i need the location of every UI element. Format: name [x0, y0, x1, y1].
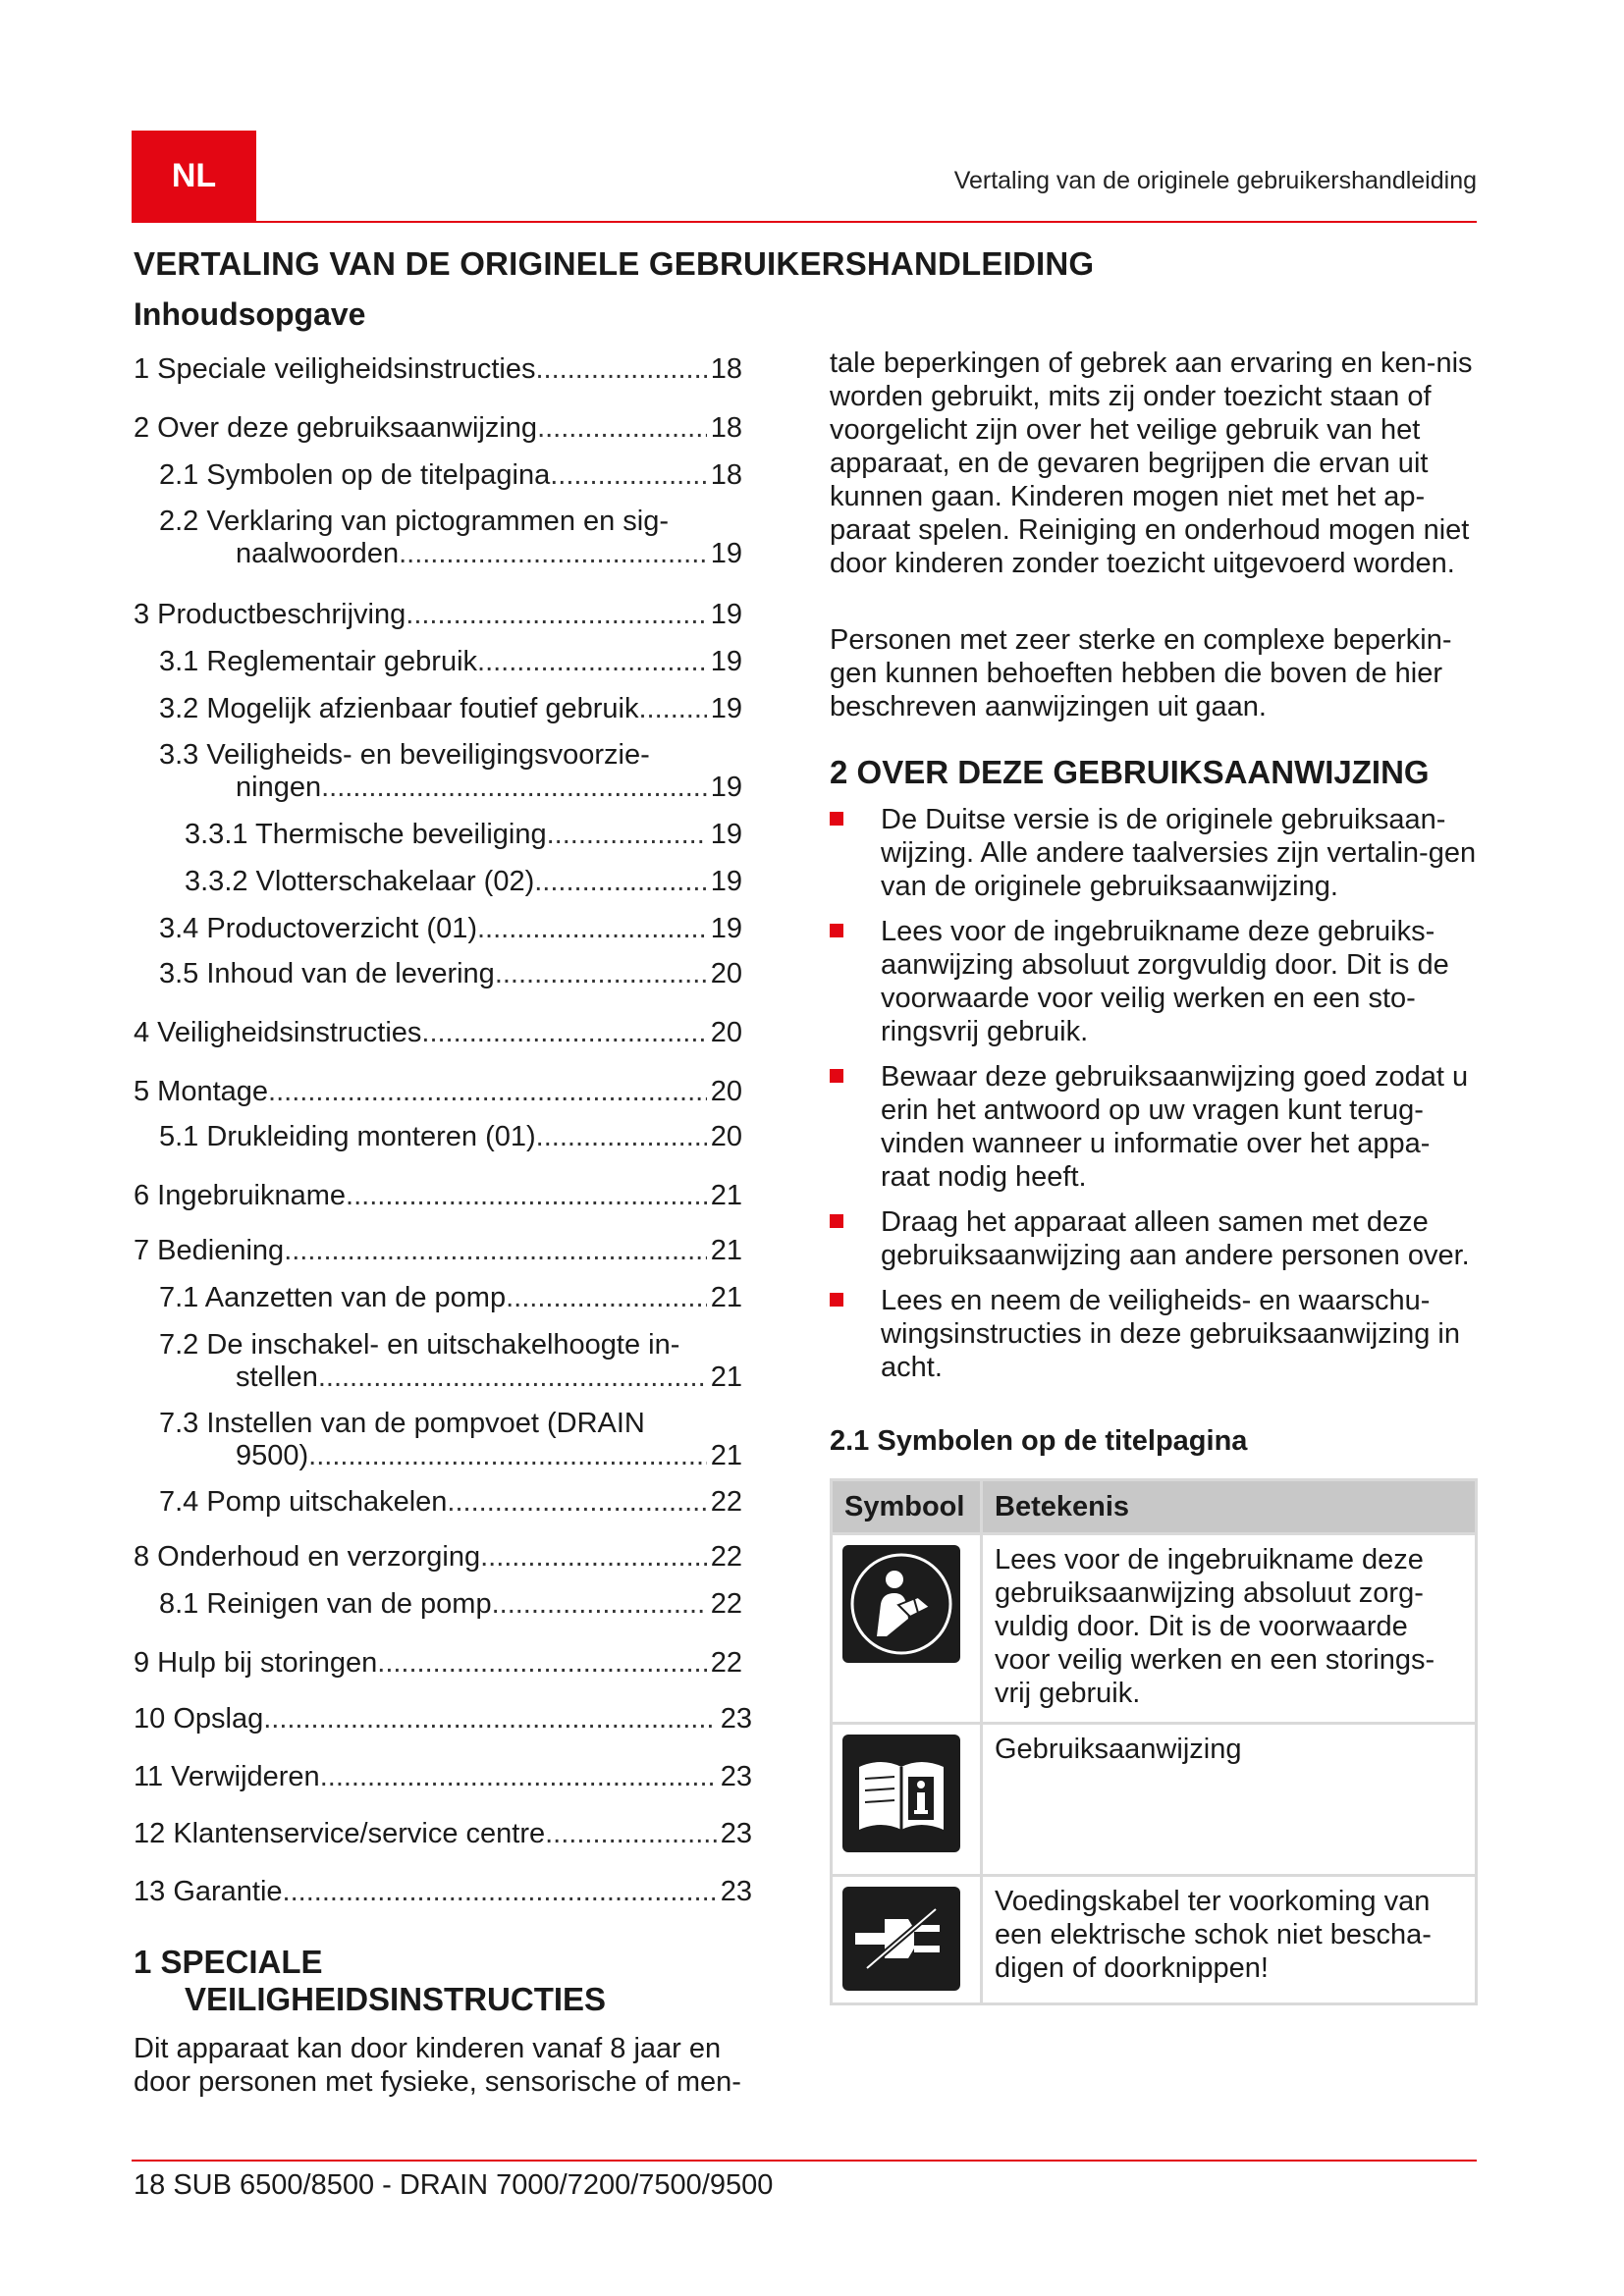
table-row	[832, 1876, 1477, 2004]
toc-entry[interactable]: 2.1 Symbolen op de titelpagina ..... 18	[159, 459, 742, 492]
bullet-marker	[830, 812, 843, 826]
toc-entry[interactable]: 3.4 Productoverzicht (01) ..... 19	[159, 913, 742, 945]
section-1-paragraph-right-2: Personen met zeer sterke en complexe beperkin-gen kunnen behoeften hebben die boven de hier beschreven aanwijzingen uit gaan.	[830, 624, 1452, 722]
toc-entry[interactable]: 3.3.2 Vlotterschakelaar (02) ..... 19	[185, 866, 742, 898]
toc-entry[interactable]: 3.1 Reglementair gebruik ..... 19	[159, 646, 742, 678]
toc-entry[interactable]: 6 Ingebruikname ..... 21	[134, 1180, 742, 1212]
symbol-meaning: Lees voor de ingebruikname deze gebruiksaanwijzing absoluut zorg-vuldig door. Dit is de voorwaarde voor veilig werken en een storings-vrij gebruik.	[982, 1534, 1477, 1724]
list-item: Draag het apparaat alleen samen met deze gebruiksaanwijzing aan andere personen over.	[830, 1205, 1478, 1272]
language-badge: NL	[132, 131, 256, 221]
col-meaning-header: Betekenis	[982, 1480, 1477, 1534]
toc-entry[interactable]: 7.4 Pomp uitschakelen ..... 22	[159, 1486, 742, 1519]
toc-entry[interactable]: 1 Speciale veiligheidsinstructies ..... 18	[134, 353, 742, 386]
section-2-bullet-list	[830, 803, 1478, 1396]
bullet-marker	[830, 1069, 843, 1083]
toc-entry[interactable]: 8.1 Reinigen van de pomp ..... 22	[159, 1588, 742, 1621]
symbol-meaning: Gebruiksaanwijzing	[982, 1724, 1477, 1876]
toc-entry[interactable]: 5.1 Drukleiding monteren (01) ..... 20	[159, 1121, 742, 1153]
toc-entry[interactable]: 9 Hulp bij storingen ..... 22	[134, 1647, 742, 1680]
toc-heading: Inhoudsopgave	[134, 296, 366, 332]
page-footer: 18 SUB 6500/8500 - DRAIN 7000/7200/7500/9500	[134, 2169, 774, 2201]
power-plug-icon	[842, 1887, 960, 1991]
section-1-heading: 1 SPECIALE VEILIGHEIDSINSTRUCTIES	[134, 1944, 607, 2017]
toc-entry[interactable]: 10 Opslag ..... 23	[134, 1703, 752, 1735]
section-2-1-heading: 2.1 Symbolen op de titelpagina	[830, 1425, 1248, 1457]
read-manual-icon	[842, 1545, 960, 1663]
toc-entry[interactable]: 11 Verwijderen ..... 23	[134, 1761, 752, 1793]
section-1-paragraph-right: tale beperkingen of gebrek aan ervaring en ken-nis worden gebruikt, mits zij onder toezicht staan of voorgelicht zijn over het veilige gebruik van het apparaat, en de gevaren begrijpen die ervan uit kunnen gaan. Kinderen mogen niet met het ap-paraat spelen. Reiniging en onderhoud mogen niet door kinderen zonder toezicht uitgevoerd worden.	[830, 347, 1473, 579]
list-item: Lees voor de ingebruikname deze gebruiks-aanwijzing absoluut zorgvuldig door. Dit is de voorwaarde voor veilig werken en een sto-ringsvrij gebruik.	[830, 915, 1478, 1048]
list-item: De Duitse versie is de originele gebruiksaan-wijzing. Alle andere taalversies zijn vertalin-gen van de originele gebruiksaanwijzing.	[830, 803, 1478, 903]
col-symbol-header: Symbool	[832, 1480, 982, 1534]
toc-entry[interactable]: 7 Bediening ..... 21	[134, 1235, 742, 1267]
toc-entry[interactable]: 2 Over deze gebruiksaanwijzing ..... 18	[134, 412, 742, 445]
bullet-marker	[830, 1293, 843, 1307]
footer-rule	[132, 2160, 1477, 2162]
toc-entry[interactable]: 3.3 Veiligheids- en beveiligingsvoorzie- ningen ..... 19	[159, 739, 742, 804]
toc-entry[interactable]: 12 Klantenservice/service centre ..... 23	[134, 1818, 752, 1850]
toc-entry[interactable]: 5 Montage ..... 20	[134, 1076, 742, 1108]
header-rule	[132, 221, 1477, 223]
toc-entry[interactable]: 7.2 De inschakel- en uitschakelhoogte in- stellen ..... 21	[159, 1329, 742, 1394]
toc-entry[interactable]: 3.3.1 Thermische beveiliging ..... 19	[185, 819, 742, 851]
bullet-marker	[830, 924, 843, 937]
toc-entry[interactable]: 7.1 Aanzetten van de pomp ..... 21	[159, 1282, 742, 1314]
symbol-meaning: Voedingskabel ter voorkoming van een elektrische schok niet bescha-digen of doorknippen!	[982, 1876, 1477, 2004]
section-2-heading: 2 OVER DEZE GEBRUIKSAANWIJZING	[830, 754, 1430, 790]
table-row	[832, 1534, 1477, 1724]
list-item: Bewaar deze gebruiksaanwijzing goed zodat u erin het antwoord op uw vragen kunt terug-vinden wanneer u informatie over het appa-raat nodig heeft.	[830, 1060, 1478, 1194]
toc-entry[interactable]: 2.2 Verklaring van pictogrammen en sig- naalwoorden ..... 19	[159, 506, 742, 570]
document-title: VERTALING VAN DE ORIGINELE GEBRUIKERSHANDLEIDING	[134, 245, 1095, 282]
running-title: Vertaling van de originele gebruikershandleiding	[953, 167, 1477, 194]
list-item: Lees en neem de veiligheids- en waarschu-wingsinstructies in deze gebruiksaanwijzing in acht.	[830, 1284, 1478, 1384]
toc-entry[interactable]: 13 Garantie ..... 23	[134, 1876, 752, 1908]
section-1-paragraph-left: Dit apparaat kan door kinderen vanaf 8 jaar en door personen met fysieke, sensorische of men-	[134, 2033, 741, 2098]
toc-entry[interactable]: 7.3 Instellen van de pompvoet (DRAIN 9500) ..... 21	[159, 1408, 742, 1472]
toc-entry[interactable]: 4 Veiligheidsinstructies ..... 20	[134, 1017, 742, 1049]
table-row	[832, 1724, 1477, 1876]
symbols-table	[830, 1478, 1478, 2005]
toc-entry[interactable]: 3.2 Mogelijk afzienbaar foutief gebruik ..... 19	[159, 693, 742, 725]
toc-entry[interactable]: 8 Onderhoud en verzorging ..... 22	[134, 1541, 742, 1574]
toc-entry[interactable]: 3 Productbeschrijving ..... 19	[134, 599, 742, 631]
bullet-marker	[830, 1214, 843, 1228]
manual-info-icon	[842, 1735, 960, 1852]
toc-entry[interactable]: 3.5 Inhoud van de levering ..... 20	[159, 958, 742, 990]
